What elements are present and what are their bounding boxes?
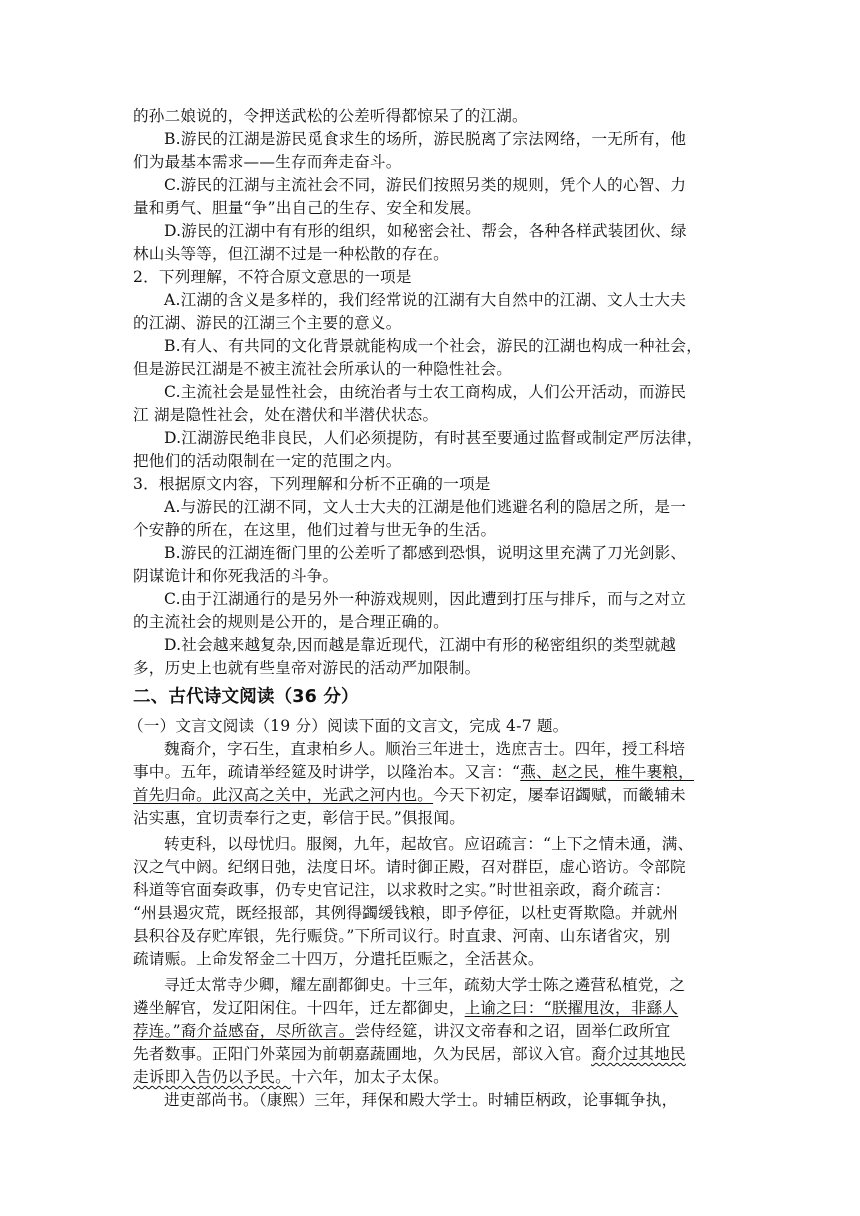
passage-text: 十六年，加太子太保。 (290, 1068, 449, 1086)
passage-line: 疏请赈。上命发帑金二十四万，分遣托臣赈之，全活甚众。 (133, 950, 544, 968)
passage-line: 县积谷及存贮库银，先行赈贷。”下所司议行。时直隶、河南、山东诸省灾，别 (133, 927, 671, 945)
option-b: B.游民的江湖是游民觅食求生的场所，游民脱离了宗法网络，一无所有，他 (164, 130, 687, 148)
passage-text: 尝侍经筵，讲汉文帝春和之诏，固举仁政所宜 (354, 1022, 671, 1040)
text-line: 的主流社会的规则是公开的，是合理正确的。 (133, 613, 449, 631)
underlined-sentence: 荐连。”裔介益感奋，尽所欲言。 (133, 1022, 355, 1040)
text-line: 的孙二娘说的，令押送武松的公差听得都惊呆了的江湖。 (133, 107, 528, 125)
question-3: 3．根据原文内容，下列理解和分析不正确的一项是 (133, 475, 491, 493)
text-line: 江 湖是隐性社会，处在潜伏和半潜伏状态。 (133, 406, 439, 424)
option-b: B.游民的江湖连衙门里的公差听了都感到恐惧，说明这里充满了刀光剑影、 (164, 544, 687, 562)
question-2: 2．下列理解，不符合原文意思的一项是 (133, 268, 412, 286)
passage-line: 转吏科，以母忧归。服阕，九年，起故官。应诏疏言：“上下之情未通，满、 (164, 835, 694, 853)
underlined-sentence: 上谕之曰：“朕擢甩汝，非繇人 (464, 999, 679, 1017)
wavy-underlined-sentence: 裔介过其地民 (591, 1045, 686, 1063)
passage-line: 进吏部尚书。（康熙）三年，拜保和殿大学士。时辅臣柄政，论事辄争执， (164, 1091, 678, 1109)
option-d: D.江湖游民绝非良民，人们必须提防，有时甚至要通过监督或制定严厉法律， (164, 429, 703, 447)
text-line: 把他们的活动限制在一定的范围之内。 (133, 452, 402, 470)
passage-text: 今天下初定，屡奉诏蠲赋，而畿辅未 (433, 786, 686, 804)
text-line: 们为最基本需求——生存而奔走奋斗。 (133, 153, 402, 171)
option-c: C.由于江湖通行的是另外一种游戏规则，因此遭到打压与排斥，而与之对立 (164, 590, 687, 608)
text-line: 个安静的所在，在这里，他们过着与世无争的生活。 (133, 521, 497, 539)
text-line: 但是游民江湖是不被主流社会所承认的一种隐性社会。 (133, 360, 513, 378)
passage-line (133, 1066, 449, 1088)
passage-line: 寻迁太常寺少卿，耀左副都御史。十三年，疏劾大学士陈之遴营私植党，之 (164, 976, 686, 994)
passage-line (133, 784, 686, 806)
passage-line: 汉之气中阏。纪纲日弛，法度日坏。请时御正殿，召对群臣，虚心谘访。令部院 (133, 858, 686, 876)
passage-line (133, 1043, 686, 1065)
option-a: A.江湖的含义是多样的，我们经常说的江湖有大自然中的江湖、文人士大夫 (164, 291, 687, 309)
text-line: 多，历史上也就有些皇帝对游民的活动严加限制。 (133, 659, 481, 677)
option-c: C.游民的江湖与主流社会不同，游民们按照另类的规则，凭个人的心智、力 (164, 176, 687, 194)
text-line: 量和勇气、胆量“争”出自己的生存、安全和发展。 (133, 199, 482, 217)
passage-line (133, 761, 694, 783)
option-c: C.主流社会是显性社会，由统治者与士农工商构成，人们公开活动，而游民 (164, 383, 687, 401)
option-d: D.社会越来越复杂,因而越是靠近现代，江湖中有形的秘密组织的类型就越 (164, 636, 677, 654)
wavy-underlined-sentence: 走诉即入告仍以予民。 (133, 1068, 291, 1086)
text-line: 阴谋诡计和你死我活的斗争。 (133, 567, 339, 585)
passage-line: 沾实惠，宜切责奉行之吏，彰信于民。”俱报闻。 (133, 809, 466, 827)
underlined-sentence: 首先归命。此汉高之关中，光武之河内也。 (133, 786, 434, 804)
option-a: A.与游民的江湖不同，文人士大夫的江湖是他们逃避名利的隐居之所，是一 (164, 498, 687, 516)
passage-text: 先者数事。正阳门外菜园为前朝嘉蔬圃地，久为民居，部议入官。 (133, 1045, 592, 1063)
text-line: 的江湖、游民的江湖三个主要的意义。 (133, 314, 402, 332)
passage-line: 科道等官面奏政事，仍专史官记注，以求救时之实。”时世祖亲政，裔介疏言： (133, 881, 671, 899)
text-line: 林山头等等，但江湖不过是一种松散的存在。 (133, 245, 449, 263)
passage-text: 事中。五年，疏请举经筵及时讲学，以隆治本。又言：“ (133, 763, 521, 781)
section-title: 二、古代诗文阅读（36 分） (133, 687, 359, 707)
option-b: B.有人、有共同的文化背景就能构成一个社会，游民的江湖也构成一种社会， (164, 337, 703, 355)
passage-line: 魏裔介，字石生，直隶柏乡人。顺治三年进士，选庶吉士。四年，授工科培 (164, 740, 686, 758)
underlined-sentence: 燕、赵之民，椎牛裹粮， (520, 763, 694, 781)
passage-line: “州县遏灾荒，既经报部，其例得蠲缓钱粮，即予停征，以杜吏胥欺隐。并就州 (133, 904, 679, 922)
passage-text: 遴坐解官，发辽阳闲住。十四年，迁左都御史， (133, 999, 465, 1017)
passage-line (133, 997, 678, 1019)
subsection-title: （一）文言文阅读（19 分）阅读下面的文言文，完成 4-7 题。 (128, 717, 569, 735)
passage-line (133, 1020, 670, 1042)
option-d: D.游民的江湖中有有形的组织，如秘密会社、帮会，各种各样武装团伙、绿 (164, 222, 687, 240)
